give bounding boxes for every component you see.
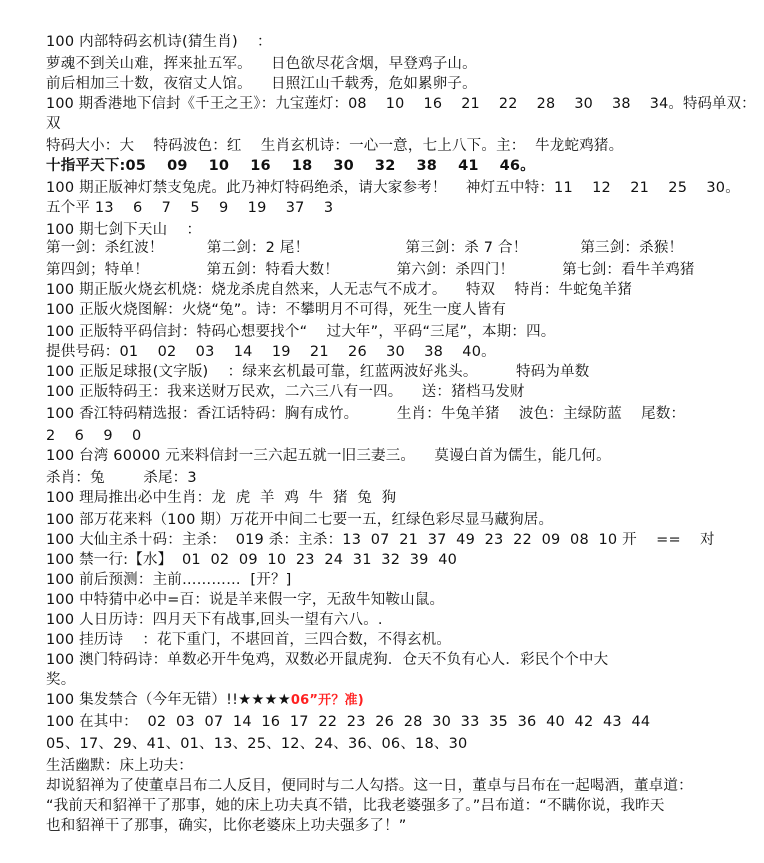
line-8: 100 期正版神灯禁支兔虎。此乃神灯特码绝杀，请大家参考！ 神灯五中特：11 12 21 25 30。	[46, 180, 740, 196]
line-10: 100 期七剑下天山 ：	[46, 222, 202, 238]
line-26: 100 禁一行:【水】 01 02 09 10 23 24 31 32 39 40	[46, 552, 458, 568]
line-33	[46, 690, 364, 710]
line-30: 100 挂历诗 ：花下重门，不堪回首，三四合数，不得玄机。	[46, 632, 452, 648]
line-24: 100 部万花来料（100 期）万花开中间二七要一五，红绿色彩尽显马藏狗居。	[46, 512, 554, 528]
line-25: 100 大仙主杀十码：主杀： 019 杀：主杀：13 07 21 37 49 23 22 09 08 10 开 == 对	[46, 532, 715, 548]
line-4: 100 期香港地下信封《千王之王》：九宝莲灯：08 10 16 21 22 28 30 38 34。特码单双：	[46, 96, 756, 112]
red-stamp-text: 06”开？准)	[290, 693, 364, 708]
stars-icon: ★★★★	[238, 692, 291, 708]
line-29: 100 人日历诗：四月天下有战事,回头一望有六八。.	[46, 612, 383, 628]
line-21: 100 台湾 60000 元来料信封一三六起五就一旧三妻三。 莫谩白首为儒生，能几何。	[46, 448, 611, 464]
line-27: 100 前后预测：主前………… [开？]	[46, 572, 292, 588]
line-6: 特码大小：大 特码波色：红 生肖玄机诗：一心一意，七上八下。主： 牛龙蛇鸡猪。	[46, 138, 624, 154]
line-32: 奖。	[46, 672, 76, 688]
line-3: 前后相加三十数，夜宿丈人馆。 日照江山千载秀，危如累卵子。	[46, 76, 477, 92]
line-2: 萝魂不到关山难，挥来扯五军。 日色欲尽花含烟，早登鸡子山。	[46, 56, 477, 72]
line-31: 100 澳门特码诗：单数必开牛兔鸡，双数必开鼠虎狗．仓天不负有心人．彩民个个中大	[46, 652, 609, 668]
line-5: 双	[46, 116, 61, 132]
line-23: 100 理局推出必中生肖：龙 虎 羊 鸡 牛 猪 兔 狗	[46, 490, 397, 506]
line-14: 100 正版火烧图解：火烧“兔”。诗：不攀明月不可得，死生一度人皆有	[46, 302, 507, 318]
line-13: 100 期正版火烧玄机烧：烧龙杀虎自然来，人无志气不成才。 特双 特肖：牛蛇兔羊猪	[46, 282, 633, 298]
line-16: 提供号码：01 02 03 14 19 21 26 30 38 40。	[46, 344, 496, 360]
line-12: 第四剑；特单！ 第五剑：特看大数！ 第六剑：杀四门！ 第七剑：看牛羊鸡猪	[46, 262, 695, 278]
line-35: 05、17、29、41、01、13、25、12、24、36、06、18、30	[46, 736, 468, 752]
line-37: 却说貂禅为了使董卓吕布二人反目，便同时与二人勾搭。这一日，董卓与吕布在一起喝酒，董卓道：	[46, 778, 693, 794]
line-9: 五个平 13 6 7 5 9 19 37 3	[46, 200, 334, 216]
line-38: “我前天和貂禅干了那事，她的床上功夫真不错，比我老婆强多了。”吕布道：“不瞒你说，我昨天	[46, 798, 665, 814]
line-22: 杀肖：兔 杀尾：3	[46, 470, 197, 486]
line-34: 100 在其中： 02 03 07 14 16 17 22 23 26 28 30 33 35 36 40 42 43 44	[46, 714, 651, 730]
line-18: 100 正版特码王：我来送财万民欢，二六三八有一四。 送：猪档马发财	[46, 384, 525, 400]
line-7: 十指平天下:05 09 10 16 18 30 32 38 41 46。	[46, 158, 535, 174]
line-15: 100 正版特平码信封：特码心想要找个“ 过大年”，平码“三尾”，本期：四。	[46, 324, 556, 340]
line-19: 100 香江特码精选报：香江话特码：胸有成竹。 生肖：牛兔羊猪 波色：主绿防蓝 尾数：	[46, 406, 686, 422]
line-36: 生活幽默：床上功夫：	[46, 758, 193, 774]
line-11: 第一剑：杀红波！ 第二剑：2 尾！ 第三剑：杀 7 合！ 第三剑：杀猴！	[46, 240, 684, 256]
line-17: 100 正版足球报(文字版) ：绿来玄机最可靠，红蓝两波好兆头。 特码为单数	[46, 364, 590, 380]
line-33-text: 100 集发禁合（今年无错）!!	[46, 692, 239, 708]
line-39: 也和貂禅干了那事，确实，比你老婆床上功夫强多了！”	[46, 818, 407, 834]
line-20: 2 6 9 0	[46, 428, 142, 444]
line-28: 100 中特猜中必中=百：说是羊来假一字，无敌牛知鞍山鼠。	[46, 592, 445, 608]
line-1: 100 内部特码玄机诗(猜生肖) ：	[46, 34, 272, 50]
